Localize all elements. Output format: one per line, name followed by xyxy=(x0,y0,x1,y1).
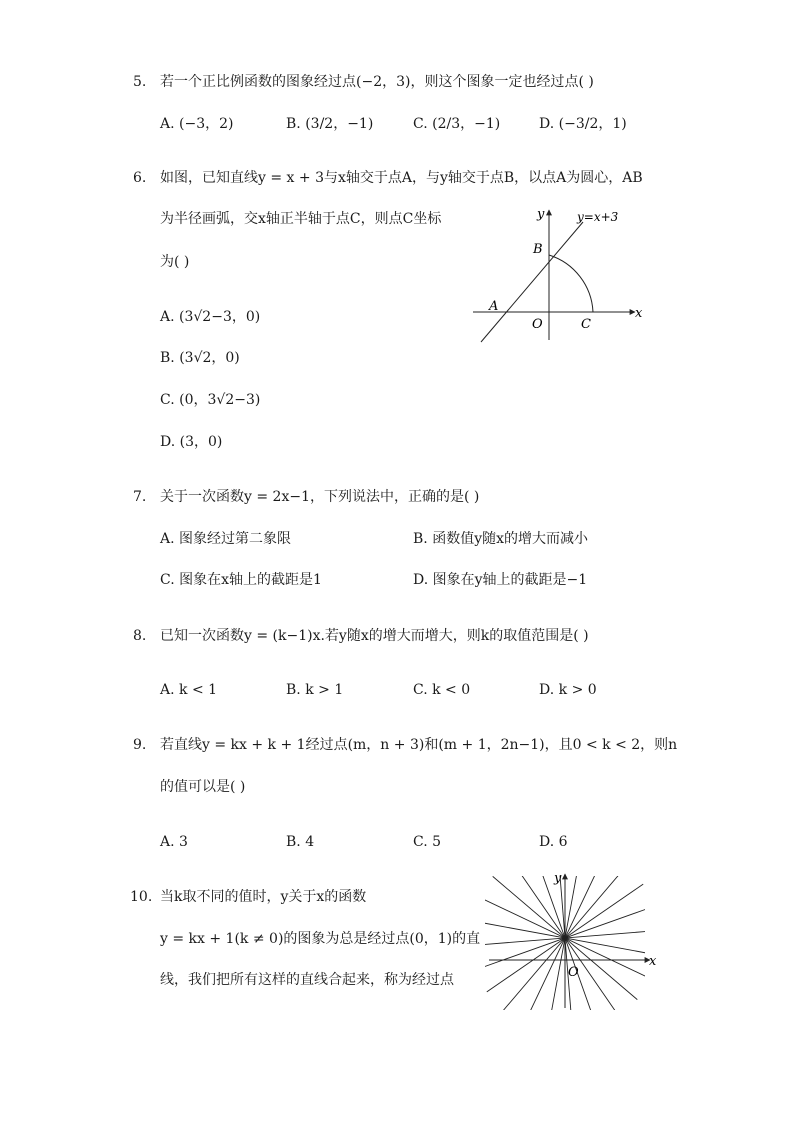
q8-option-d: D. k > 0 xyxy=(539,682,597,698)
q5-option-a: A. (−3，2) xyxy=(160,116,234,132)
q7-option-a: A. 图象经过第二象限 xyxy=(160,531,292,547)
q6-stem-line2: 为半径画弧，交x轴正半轴于点C，则点C坐标 xyxy=(160,211,442,227)
q10-stem-line3: 线，我们把所有这样的直线合起来，称为经过点 xyxy=(160,972,454,988)
q6-label-a: A xyxy=(489,299,499,314)
q10-stem-line1: 当k取不同的值时，y关于x的函数 xyxy=(160,889,367,905)
q6-option-d: D. (3，0) xyxy=(160,434,223,450)
q6-label-y: y xyxy=(537,207,545,222)
q9-option-b: B. 4 xyxy=(286,834,315,850)
q5-option-b: B. (3/2，−1) xyxy=(286,116,374,132)
q5-stem: 若一个正比例函数的图象经过点(−2，3)，则这个图象一定也经过点( ) xyxy=(160,74,594,90)
q6-label-x: x xyxy=(635,306,643,321)
q10-label-x: x xyxy=(649,954,657,969)
q10-line-family xyxy=(485,868,660,1013)
q6-option-a: A. (3√2−3，0) xyxy=(160,309,261,325)
q6-label-b: B xyxy=(533,242,543,257)
q8-option-a: A. k < 1 xyxy=(160,682,218,698)
q10-stem-line2: y = kx + 1(k ≠ 0)的图象为总是经过点(0，1)的直 xyxy=(160,931,481,947)
q7-option-b: B. 函数值y随x的增大而减小 xyxy=(413,531,589,547)
q5-option-c: C. (2/3，−1) xyxy=(413,116,501,132)
q7-stem: 关于一次函数y = 2x−1，下列说法中，正确的是( ) xyxy=(160,489,480,505)
q6-option-c: C. (0，3√2−3) xyxy=(160,392,261,408)
q10-figure xyxy=(485,868,660,1013)
q7-option-d: D. 图象在y轴上的截距是−1 xyxy=(413,572,588,588)
q6-label-c: C xyxy=(581,317,591,332)
q9-option-a: A. 3 xyxy=(160,834,188,850)
q10-fan-line xyxy=(485,921,658,955)
q10-label-y: y xyxy=(554,871,562,886)
q6-figure xyxy=(465,200,650,350)
q8-number: 8. xyxy=(133,628,147,644)
q9-option-c: C. 5 xyxy=(413,834,442,850)
q6-label-o: O xyxy=(532,317,543,332)
q9-stem-line1: 若直线y = kx + k + 1经过点(m，n + 3)和(m + 1，2n−1)，且0 < k < 2，则n xyxy=(160,737,678,753)
q10-number: 10. xyxy=(130,889,153,905)
q6-arc xyxy=(549,255,593,312)
q7-option-c: C. 图象在x轴上的截距是1 xyxy=(160,572,322,588)
q6-stem-line1: 如图，已知直线y = x + 3与x轴交于点A，与y轴交于点B，以点A为圆心，AB xyxy=(160,170,643,186)
q8-option-b: B. k > 1 xyxy=(286,682,344,698)
q6-number: 6. xyxy=(133,170,147,186)
q5-number: 5. xyxy=(133,74,147,90)
q8-stem: 已知一次函数y = (k−1)x.若y随x的增大而增大，则k的取值范围是( ) xyxy=(160,628,589,644)
q9-option-d: D. 6 xyxy=(539,834,568,850)
q6-stem-line3: 为( ) xyxy=(160,254,190,270)
q6-option-b: B. (3√2，0) xyxy=(160,350,240,366)
q5-option-d: D. (−3/2，1) xyxy=(539,116,627,132)
q6-label-line: y=x+3 xyxy=(577,210,619,224)
q9-stem-line2: 的值可以是( ) xyxy=(160,779,246,795)
q10-label-o: O xyxy=(568,965,579,980)
q8-option-c: C. k < 0 xyxy=(413,682,471,698)
q7-number: 7. xyxy=(133,489,147,505)
q9-number: 9. xyxy=(133,737,147,753)
